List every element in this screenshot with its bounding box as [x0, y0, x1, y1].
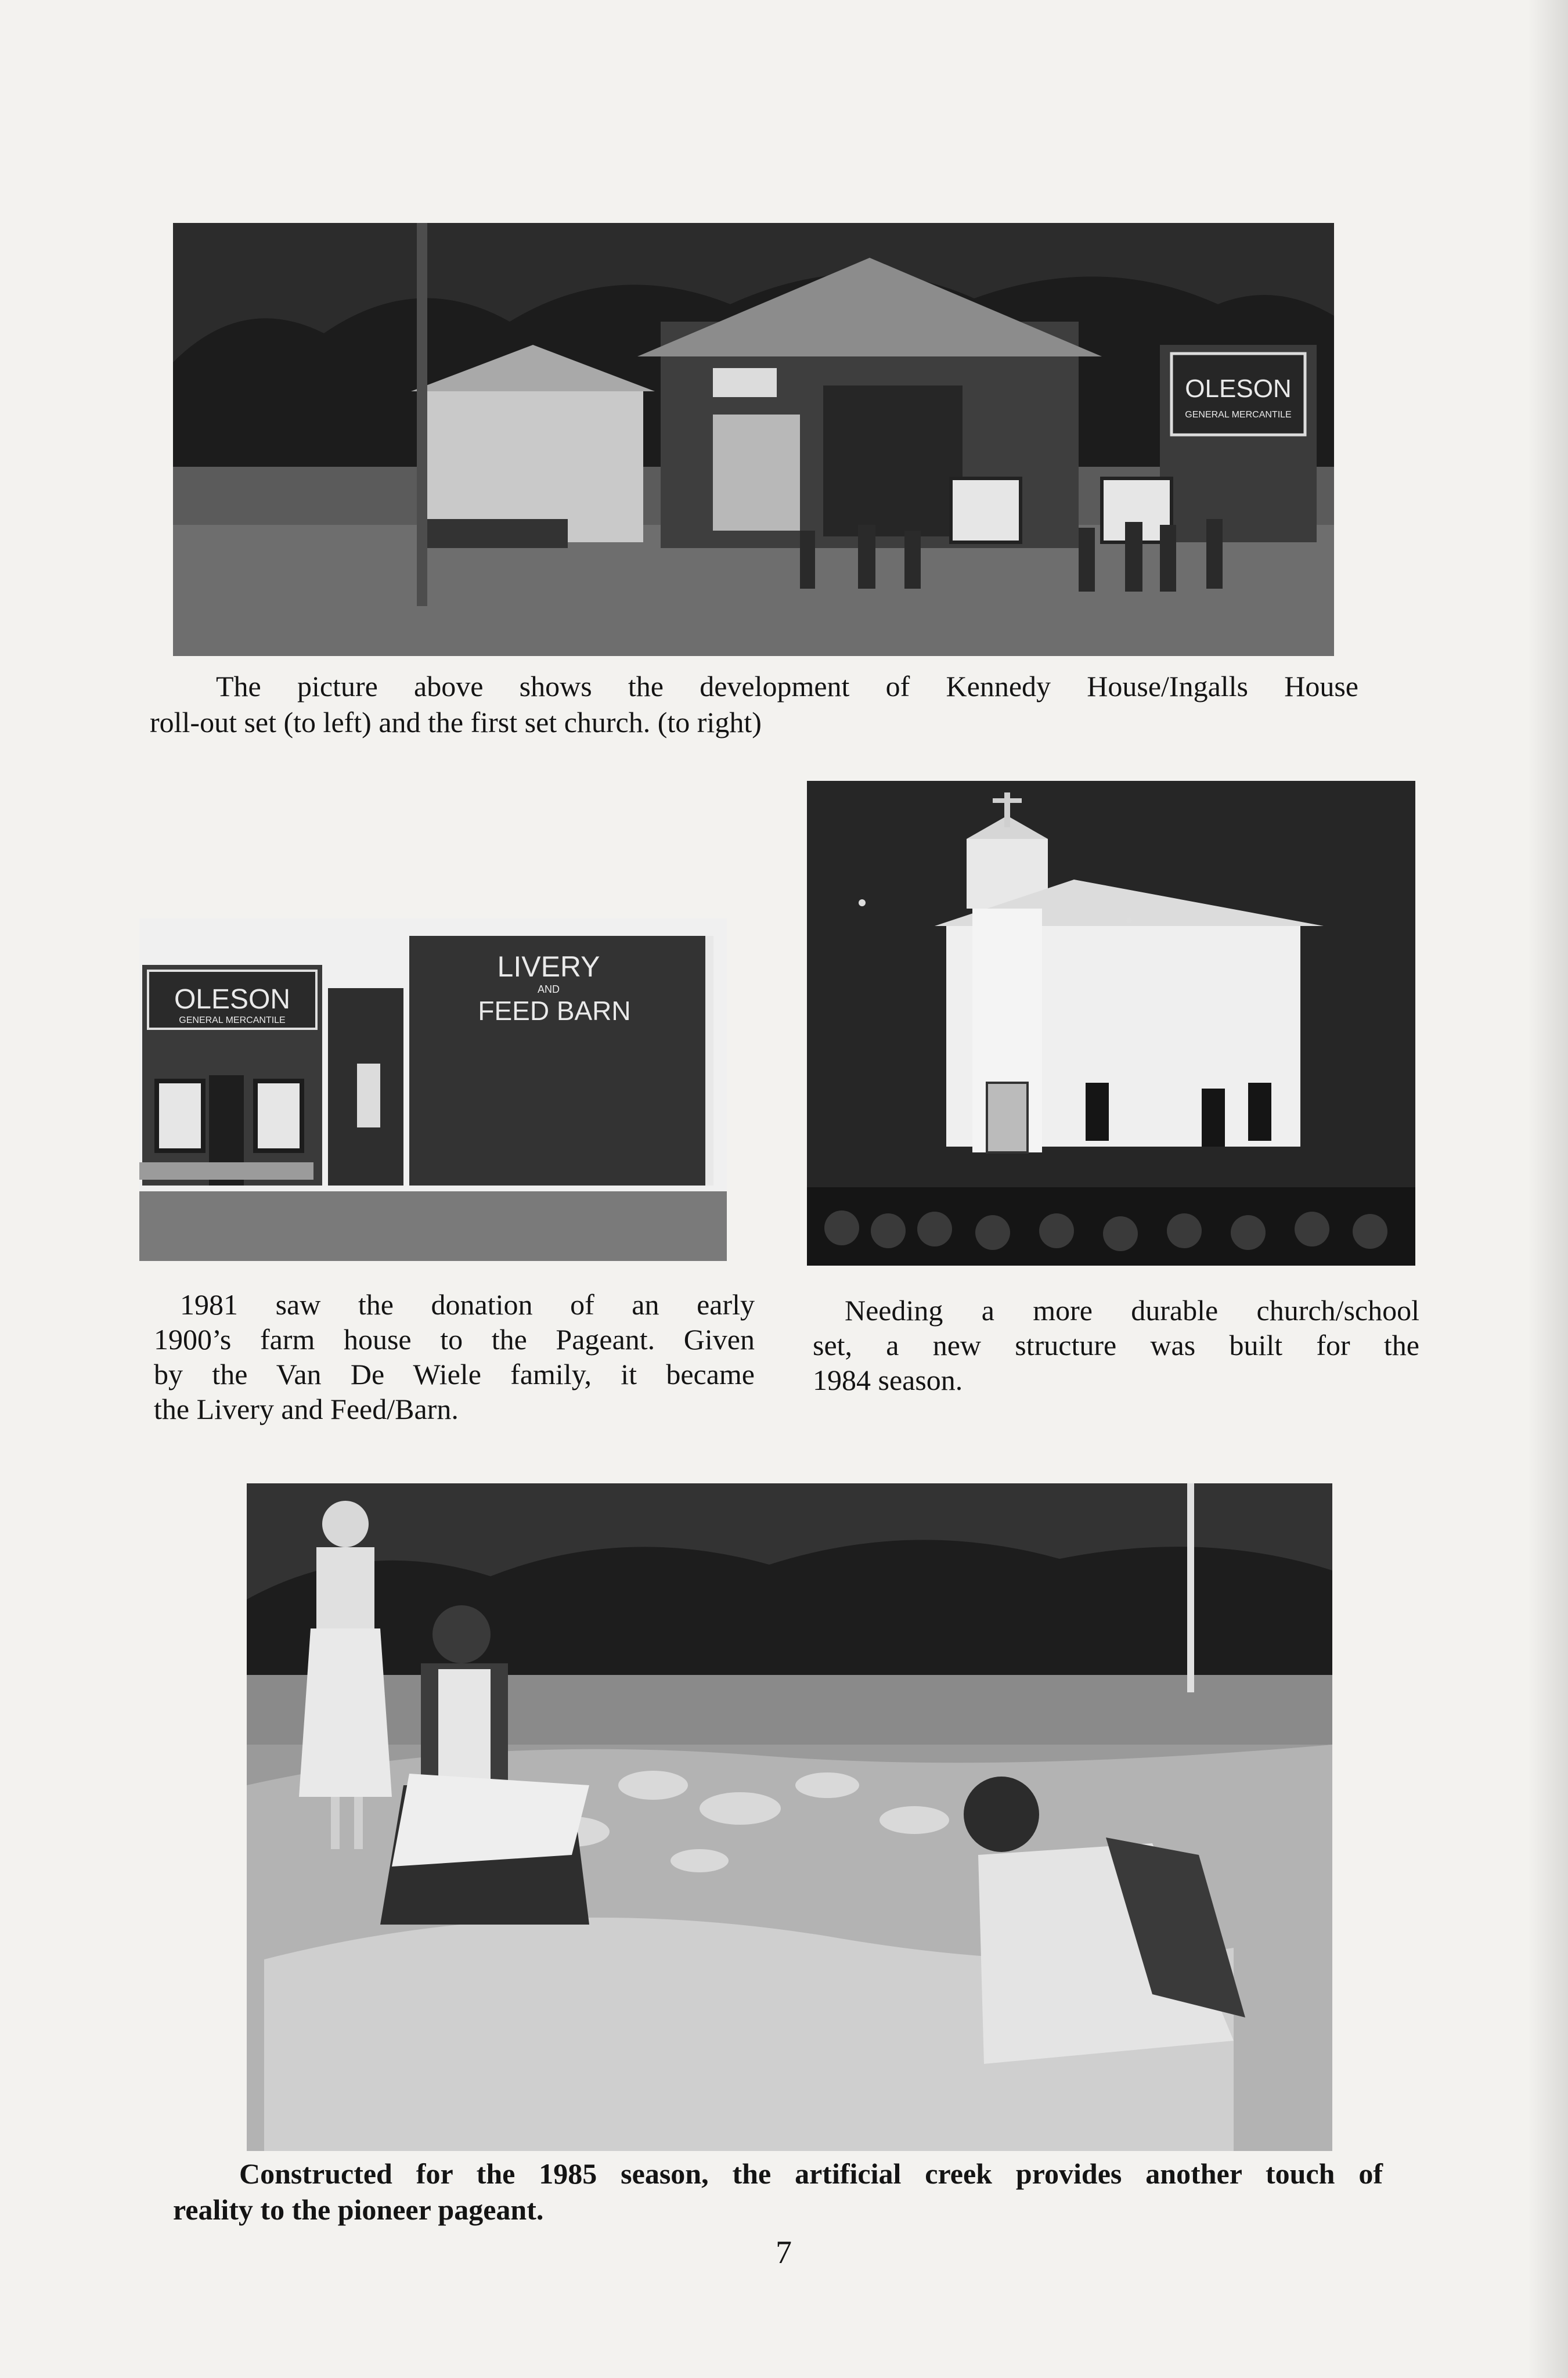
page-number: 7 [776, 2235, 792, 2271]
photo-church-school [807, 781, 1415, 1266]
sign-oleson: OLESON [174, 984, 291, 1015]
sign-oleson-top: OLESON [1185, 374, 1292, 403]
caption-livery-line3: by the Van De Wiele family, it became [154, 1358, 755, 1390]
sign-feed-barn: FEED BARN [478, 996, 631, 1026]
page-edge-shadow [1527, 0, 1568, 2378]
sign-oleson-sub: GENERAL MERCANTILE [179, 1015, 286, 1025]
caption-livery-line2: 1900’s farm house to the Pageant. Given [154, 1323, 755, 1356]
photo-livery-feed-barn [139, 918, 727, 1261]
caption-church-line3: 1984 season. [813, 1364, 963, 1396]
photo-artificial-creek [247, 1483, 1332, 2151]
caption-church-line2: set, a new structure was built for the [813, 1329, 1419, 1361]
caption-top-photo-line2: roll-out set (to left) and the first set church. (to right) [150, 706, 762, 738]
caption-creek-line2: reality to the pioneer pageant. [173, 2193, 544, 2226]
sign-oleson-top-sub: GENERAL MERCANTILE [1185, 410, 1292, 420]
caption-creek-line1: Constructed for the 1985 season, the artificial creek provides another touch of [239, 2157, 1383, 2190]
caption-livery-line4: the Livery and Feed/Barn. [154, 1393, 459, 1425]
sign-livery-and: AND [537, 983, 560, 995]
sign-livery: LIVERY [497, 950, 600, 983]
caption-church-line1: Needing a more durable church/school [845, 1294, 1419, 1327]
caption-top-photo-line1: The picture above shows the development of Kennedy House/Ingalls House [216, 670, 1358, 702]
photo-kennedy-ingalls-set [173, 223, 1334, 656]
caption-livery-line1: 1981 saw the donation of an early [180, 1288, 755, 1321]
